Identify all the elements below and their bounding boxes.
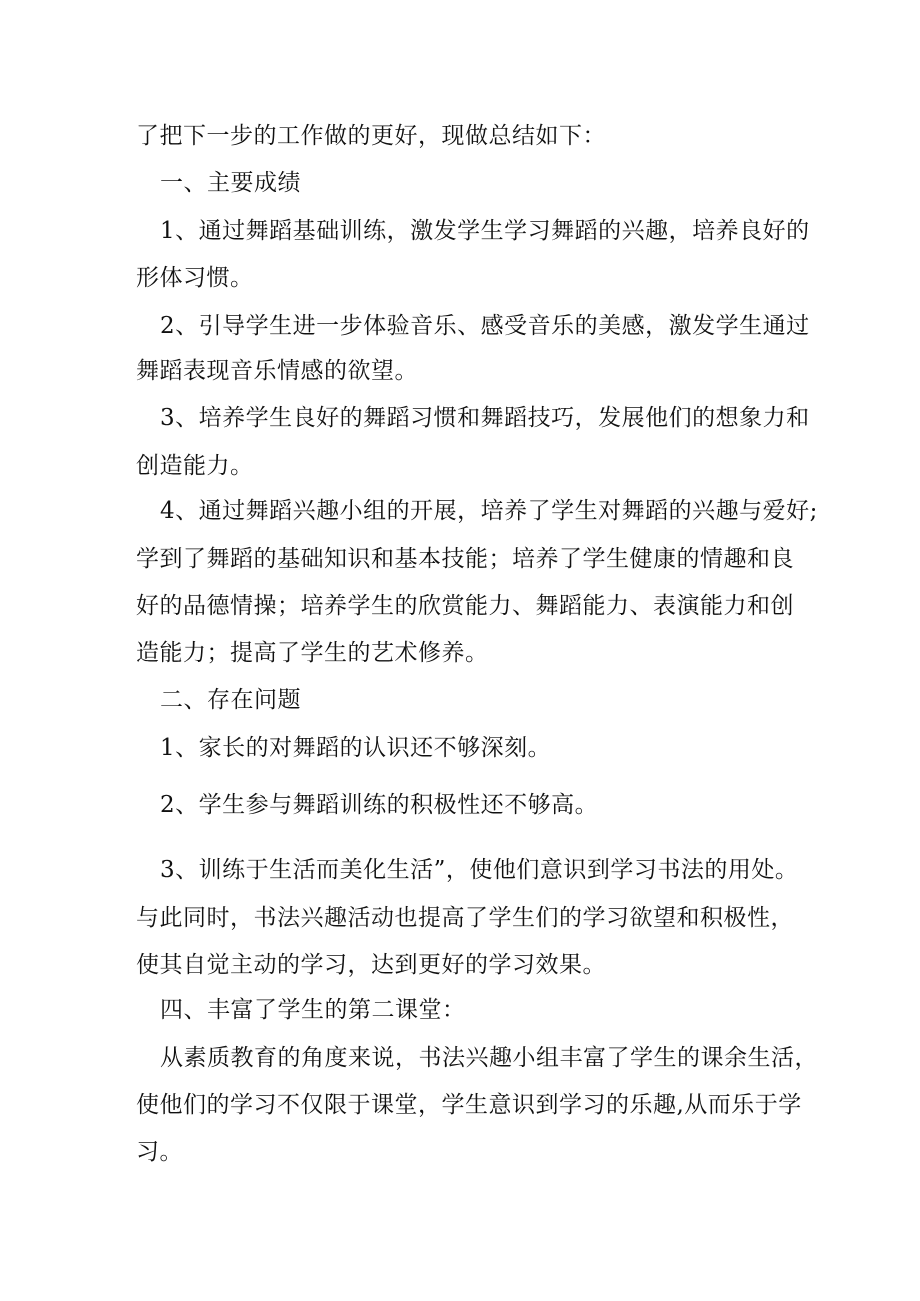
paragraph-line: 形体习惯。 bbox=[136, 265, 254, 291]
paragraph-line: 1、家长的对舞蹈的认识还不够深刻。 bbox=[160, 735, 552, 761]
section-heading: 一、主要成绩 bbox=[160, 170, 301, 196]
paragraph-line: 习。 bbox=[136, 1139, 183, 1165]
paragraph-line: 好的品德情操；培养学生的欣赏能力、舞蹈能力、表演能力和创 bbox=[136, 593, 794, 619]
paragraph-line: 从素质教育的角度来说，书法兴趣小组丰富了学生的课余生活， bbox=[160, 1045, 818, 1071]
paragraph-line: 造能力；提高了学生的艺术修养。 bbox=[136, 640, 489, 666]
paragraph-line: 与此同时，书法兴趣活动也提高了学生们的学习欲望和积极性， bbox=[136, 905, 794, 931]
paragraph-line: 2、学生参与舞蹈训练的积极性还不够高。 bbox=[160, 792, 599, 818]
paragraph-line: 使其自觉主动的学习，达到更好的学习效果。 bbox=[136, 952, 606, 978]
paragraph-line: 创造能力。 bbox=[136, 453, 254, 479]
paragraph-line: 了把下一步的工作做的更好，现做总结如下： bbox=[136, 123, 606, 149]
paragraph-line: 使他们的学习不仅限于课堂，学生意识到学习的乐趣,从而乐于学 bbox=[136, 1092, 802, 1118]
paragraph-line: 舞蹈表现音乐情感的欲望。 bbox=[136, 358, 418, 384]
paragraph-line: 2、引导学生进一步体验音乐、感受音乐的美感，激发学生通过 bbox=[160, 313, 810, 339]
section-heading: 二、存在问题 bbox=[160, 687, 301, 713]
paragraph-line: 3、培养学生良好的舞蹈习惯和舞蹈技巧，发展他们的想象力和 bbox=[160, 405, 810, 431]
paragraph-line: 学到了舞蹈的基础知识和基本技能；培养了学生健康的情趣和良 bbox=[136, 546, 794, 572]
paragraph-line: 3、训练于生活而美化生活”，使他们意识到学习书法的用处。 bbox=[160, 857, 799, 883]
paragraph-line: 1、通过舞蹈基础训练，激发学生学习舞蹈的兴趣，培养良好的 bbox=[160, 218, 810, 244]
section-heading: 四、丰富了学生的第二课堂： bbox=[160, 997, 466, 1023]
paragraph-line: 4、通过舞蹈兴趣小组的开展，培养了学生对舞蹈的兴趣与爱好; bbox=[160, 498, 818, 524]
